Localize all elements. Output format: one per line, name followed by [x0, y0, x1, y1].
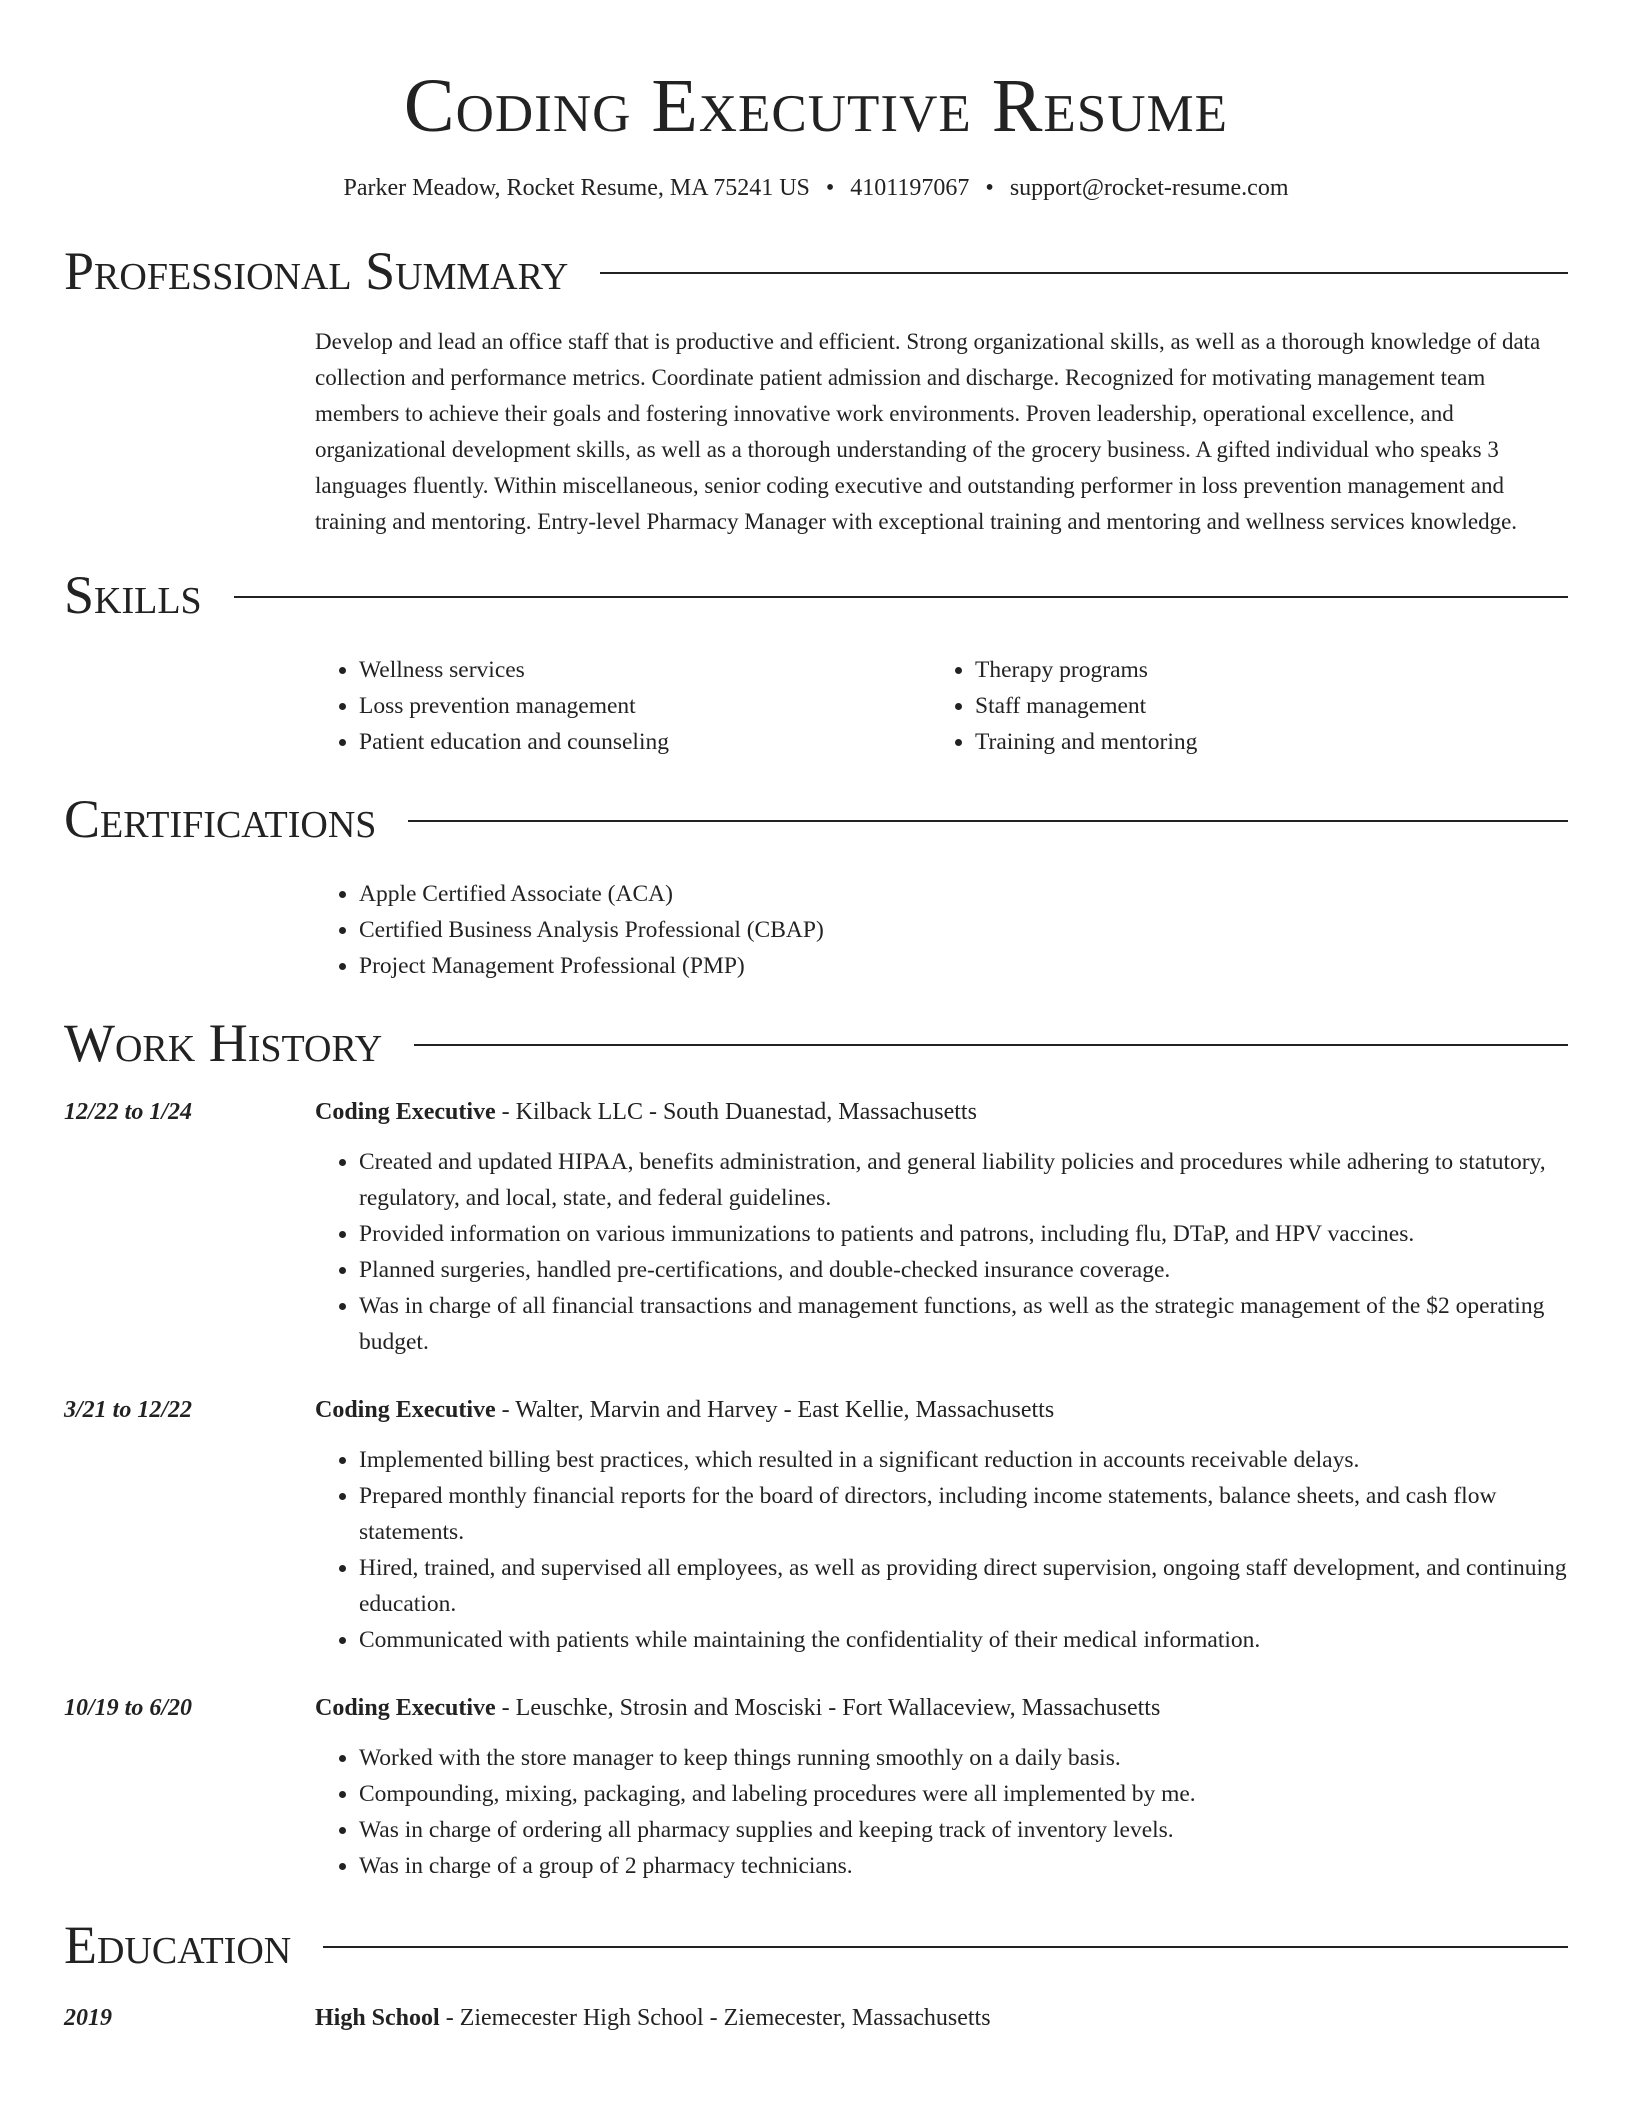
- summary-section-title: Professional Summary: [64, 241, 569, 301]
- job-employer: - Kilback LLC - South Duanestad, Massachusetts: [495, 1099, 977, 1125]
- contact-address: Parker Meadow, Rocket Resume, MA 75241 US: [343, 175, 810, 201]
- job-bullet: • Communicated with patients while maintaining the confidentiality of their medical information.: [359, 1622, 1568, 1658]
- skills-section-header: [64, 564, 1568, 626]
- job-body: [315, 1094, 1568, 1360]
- resume-page: [64, 0, 1568, 2036]
- job-bullet: • Implemented billing best practices, which resulted in a significant reduction in accounts receivable delays.: [359, 1442, 1568, 1478]
- skills-list-right: [931, 652, 1547, 760]
- work-section-header: [64, 1012, 1568, 1074]
- skill-item: • Training and mentoring: [975, 724, 1547, 760]
- contact-separator: •: [985, 175, 994, 201]
- section-divider: [408, 820, 1568, 822]
- job-bullet: • Planned surgeries, handled pre-certifications, and double-checked insurance coverage.: [359, 1252, 1568, 1288]
- skill-item: • Loss prevention management: [359, 688, 931, 724]
- job-dates: 3/21 to 12/22: [64, 1397, 193, 1423]
- education-year: 2019: [64, 2005, 112, 2031]
- education-degree: High School: [315, 2005, 440, 2031]
- job-bullets: [315, 1144, 1568, 1360]
- skill-item: • Wellness services: [359, 652, 931, 688]
- certification-item: • Project Management Professional (PMP): [359, 948, 1568, 984]
- job-title-line: [315, 1392, 1568, 1428]
- summary-text: Develop and lead an office staff that is productive and efficient. Strong organizational skills, as well as a thorough knowledge of data collection and performance metrics. Coordinate patient admission and discharge. Recognized for motivating management team members to achieve their goals and fostering innovative work environments. Proven leadership, operational excellence, and organizational development skills, as well as a thorough understanding of the grocery business. A gifted individual who speaks 3 languages fluently. Within miscellaneous, senior coding executive and outstanding performer in loss prevention management and training and mentoring. Entry-level Pharmacy Manager with exceptional training and mentoring and wellness services knowledge.: [315, 329, 1541, 534]
- job-bullet: • Hired, trained, and supervised all employees, as well as providing direct supervision, ongoing staff development, and continuing education.: [359, 1550, 1568, 1622]
- work-section-title: Work History: [64, 1013, 383, 1073]
- job-bullet: • Was in charge of ordering all pharmacy supplies and keeping track of inventory levels.: [359, 1812, 1568, 1848]
- job-bullet: • Was in charge of a group of 2 pharmacy technicians.: [359, 1848, 1568, 1884]
- job-role: Coding Executive: [315, 1397, 496, 1423]
- job-dates: 12/22 to 1/24: [64, 1099, 193, 1125]
- job-title-line: [315, 1094, 1568, 1130]
- job-bullet: • Created and updated HIPAA, benefits administration, and general liability policies and procedures while adhering to statutory, regulatory, and local, state, and federal guidelines.: [359, 1144, 1568, 1216]
- certifications-section-title: Certifications: [64, 789, 377, 849]
- job-role: Coding Executive: [315, 1099, 496, 1125]
- education-line: [315, 2000, 1568, 2036]
- section-divider: [323, 1946, 1568, 1948]
- job-bullet: • Was in charge of all financial transactions and management functions, as well as the strategic management of the $2 operating budget.: [359, 1288, 1568, 1360]
- section-divider: [414, 1044, 1568, 1046]
- job-entry: [64, 1690, 1568, 1884]
- job-bullet: • Provided information on various immunizations to patients and patrons, including flu, DTaP, and HPV vaccines.: [359, 1216, 1568, 1252]
- job-entry: [64, 1392, 1568, 1658]
- skill-item: • Patient education and counseling: [359, 724, 931, 760]
- contact-email: support@rocket-resume.com: [1009, 175, 1289, 201]
- job-employer: - Leuschke, Strosin and Mosciski - Fort Wallaceview, Massachusetts: [495, 1695, 1161, 1721]
- education-section-title: Education: [64, 1915, 292, 1975]
- job-employer: - Walter, Marvin and Harvey - East Kellie, Massachusetts: [495, 1397, 1055, 1423]
- skills-list-left: [315, 652, 931, 760]
- section-divider: [234, 596, 1568, 598]
- certification-item: • Apple Certified Associate (ACA): [359, 876, 1568, 912]
- job-title-line: [315, 1690, 1568, 1726]
- contact-phone: 4101197067: [850, 175, 970, 201]
- job-role: Coding Executive: [315, 1695, 496, 1721]
- certification-item: • Certified Business Analysis Professional (CBAP): [359, 912, 1568, 948]
- job-body: [315, 1392, 1568, 1658]
- section-divider: [600, 272, 1568, 274]
- education-section-header: [64, 1914, 1568, 1976]
- job-bullet: • Prepared monthly financial reports for the board of directors, including income statements, balance sheets, and cash flow statements.: [359, 1478, 1568, 1550]
- education-entry: [64, 2000, 1568, 2036]
- job-dates: 10/19 to 6/20: [64, 1695, 193, 1721]
- education-body: [315, 2000, 1568, 2036]
- skills-section-title: Skills: [64, 565, 202, 625]
- job-bullet: • Worked with the store manager to keep things running smoothly on a daily basis.: [359, 1740, 1568, 1776]
- certifications-list: [315, 876, 1568, 984]
- resume-name: Coding Executive Resume: [403, 64, 1229, 148]
- job-bullets: [315, 1740, 1568, 1884]
- job-bullet: • Compounding, mixing, packaging, and labeling procedures were all implemented by me.: [359, 1776, 1568, 1812]
- contact-line: [64, 172, 1568, 204]
- contact-separator: •: [825, 175, 835, 201]
- certifications-block: [315, 876, 1568, 984]
- skills-grid: [315, 652, 1568, 760]
- skill-item: • Therapy programs: [975, 652, 1547, 688]
- certifications-section-header: [64, 788, 1568, 850]
- job-entry: [64, 1094, 1568, 1360]
- job-body: [315, 1690, 1568, 1884]
- skill-item: • Staff management: [975, 688, 1547, 724]
- job-bullets: [315, 1442, 1568, 1658]
- summary-section-header: [64, 240, 1568, 302]
- education-school: - Ziemecester High School - Ziemecester, Massachusetts: [439, 2005, 991, 2031]
